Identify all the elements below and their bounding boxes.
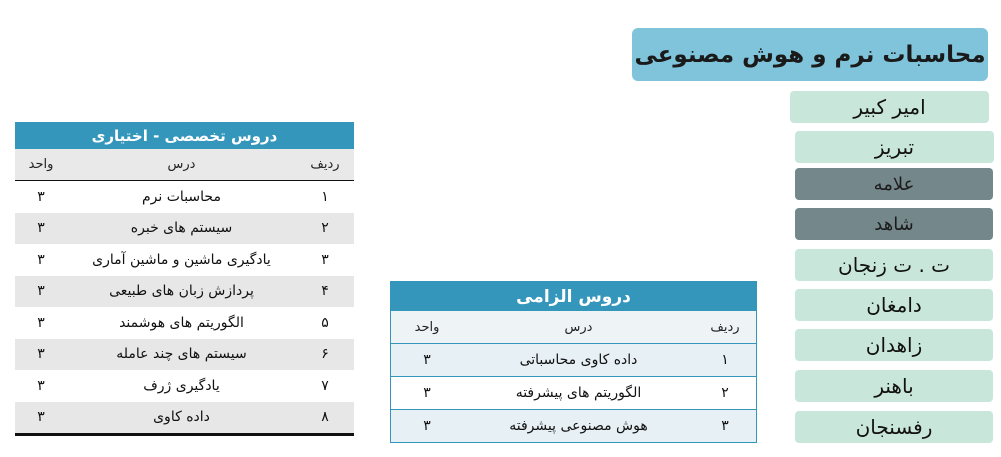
table-row: [391, 377, 757, 410]
table-row: [15, 307, 354, 339]
table-row: [15, 370, 354, 402]
elective-courses-table: [15, 122, 354, 436]
row-number: ۳: [321, 251, 329, 268]
row-number: ۲: [694, 377, 757, 410]
course-name: داده کاوی محاسباتی: [463, 344, 694, 377]
row-number: ۵: [321, 314, 329, 331]
row-number: ۷: [321, 377, 329, 394]
course-units: ۳: [15, 402, 67, 435]
header-course: درس: [67, 149, 296, 181]
university-item: زاهدان: [795, 329, 993, 361]
mandatory-courses-table: [390, 281, 757, 443]
table-row: [15, 244, 354, 276]
row-number: ۲: [296, 213, 354, 245]
course-name: الگوریتم های پیشرفته: [463, 377, 694, 410]
course-name: محاسبات نرم: [142, 188, 221, 205]
course-units: ۳: [391, 377, 464, 410]
course-name: سیستم های خبره: [67, 213, 296, 245]
course-units: ۳: [37, 188, 45, 205]
course-units: ۳: [391, 344, 464, 377]
row-number: ۱: [321, 188, 329, 205]
table-row: [15, 339, 354, 371]
table-row: [391, 410, 757, 443]
row-number: ۳: [694, 410, 757, 443]
course-name: سیستم های چند عامله: [67, 339, 296, 371]
row-number: ۸: [296, 402, 354, 435]
university-item: تبریز: [795, 131, 994, 163]
row-number: ۶: [296, 339, 354, 371]
university-item: ت . ت زنجان: [795, 249, 993, 281]
row-number: ۴: [296, 276, 354, 308]
table-row: [391, 344, 757, 377]
university-item: شاهد: [795, 208, 993, 240]
course-units: ۳: [15, 213, 67, 245]
header-course: درس: [463, 311, 694, 344]
header-units: واحد: [391, 311, 464, 344]
header-row-number: ردیف: [694, 311, 757, 344]
mandatory-table-caption: دروس الزامی: [391, 282, 757, 312]
university-item: رفسنجان: [795, 411, 993, 443]
table-row: [15, 181, 354, 213]
course-units: ۳: [15, 339, 67, 371]
university-item: امیر کبیر: [790, 91, 989, 123]
course-units: ۳: [15, 276, 67, 308]
course-units: ۳: [37, 377, 45, 394]
header-row-number: ردیف: [296, 149, 354, 181]
header-units: واحد: [15, 149, 67, 181]
page-title: محاسبات نرم و هوش مصنوعی: [632, 28, 988, 81]
university-item: باهنر: [795, 370, 993, 402]
course-name: الگوریتم های هوشمند: [119, 314, 244, 331]
course-name: پردازش زبان های طبیعی: [67, 276, 296, 308]
table-row: [15, 213, 354, 245]
elective-table-caption: دروس تخصصی - اختیاری: [15, 122, 354, 149]
course-name: یادگیری ژرف: [143, 377, 220, 394]
table-row: [15, 276, 354, 308]
university-item: دامغان: [795, 289, 993, 321]
university-item: علامه: [795, 168, 993, 200]
course-units: ۳: [391, 410, 464, 443]
table-row: [15, 402, 354, 435]
course-name: هوش مصنوعی پیشرفته: [463, 410, 694, 443]
course-units: ۳: [37, 251, 45, 268]
course-units: ۳: [37, 314, 45, 331]
course-name: داده کاوی: [67, 402, 296, 435]
row-number: ۱: [694, 344, 757, 377]
course-name: یادگیری ماشین و ماشین آماری: [92, 251, 271, 268]
